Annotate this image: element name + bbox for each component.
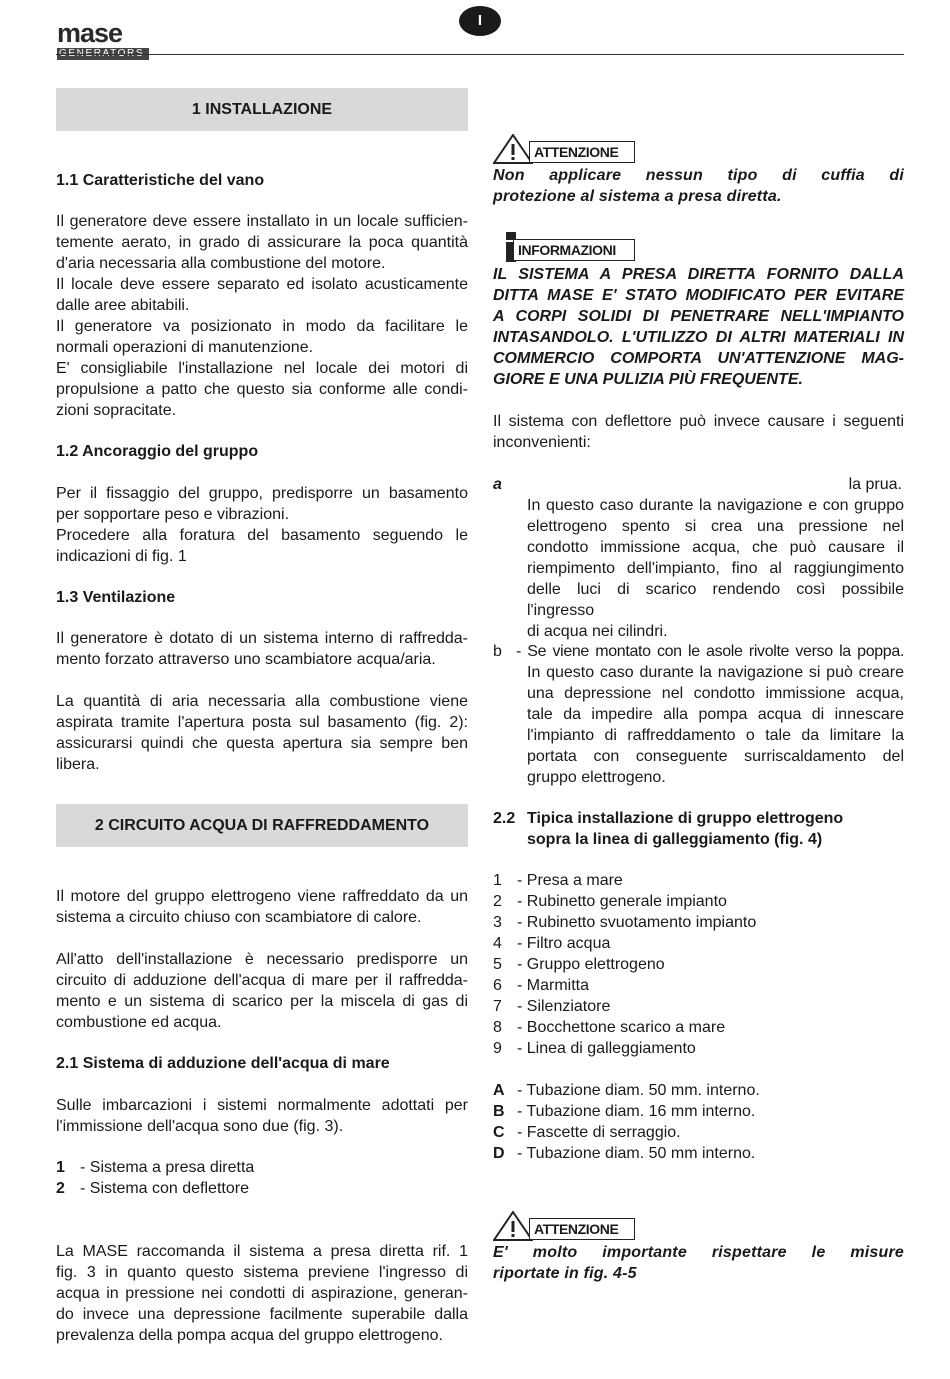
list-num: 5 xyxy=(493,956,502,973)
text-line: circuito di adduzione dell'acqua di mare per il raffredda- xyxy=(56,972,468,989)
text-line: mento e un sistema di scarico per la miscela di gas di xyxy=(56,993,468,1010)
list-item xyxy=(493,870,904,891)
heading-2-2 xyxy=(493,808,904,850)
text-line: Il generatore è dotato di un sistema interno di raffredda- xyxy=(56,630,468,647)
text-line: In questo caso durante la navigazione e con gruppo xyxy=(527,497,904,514)
list-text: - Filtro acqua xyxy=(517,935,611,952)
text-line: l'immissione dell'acqua sono due (fig. 3). xyxy=(56,1118,344,1135)
warning-text-1 xyxy=(493,165,904,207)
list-item xyxy=(493,891,904,912)
text-line: Il motore del gruppo elettrogeno viene raffreddato da un xyxy=(56,888,468,905)
list-item xyxy=(56,1178,468,1199)
heading-1-3: 1.3 Ventilazione xyxy=(56,589,176,606)
list-num: 1 xyxy=(493,872,502,889)
text-line: La MASE raccomanda il sistema a presa diretta rif. 1 xyxy=(56,1243,468,1260)
item-b-first-row xyxy=(493,641,904,662)
text-line: GIORE E UNA PULIZIA PIÙ FREQUENTE. xyxy=(493,371,803,388)
logo-subtitle: GENERATORS xyxy=(57,48,149,60)
text-line: tale da impedire alla pompa acqua di innescare xyxy=(527,706,904,723)
list-text: - Tubazione diam. 16 mm interno. xyxy=(517,1103,756,1120)
warning-triangle-icon xyxy=(493,1211,533,1241)
list-num: 3 xyxy=(493,914,502,931)
text-line: Il locale deve essere separato ed isolato acusticamente xyxy=(56,276,468,293)
list-item xyxy=(56,1157,468,1178)
list-num: D xyxy=(493,1145,505,1162)
list-text: - Rubinetto svuotamento impianto xyxy=(517,914,757,931)
text-line: La quantità di aria necessaria alla combustione viene xyxy=(56,693,468,710)
text-line: libera. xyxy=(56,756,100,773)
text-line: Non applicare nessun tipo di cuffia di xyxy=(493,167,904,184)
text-line: d'aria necessaria alla combustione del motore. xyxy=(56,255,386,272)
info-text xyxy=(493,264,904,390)
text-line: una depressione nel condotto immissione acqua, xyxy=(527,685,904,702)
logo-word: mase xyxy=(57,18,123,48)
text-line: zioni sopracitate. xyxy=(56,402,177,419)
text-line: E' molto importante rispettare le misure xyxy=(493,1244,904,1261)
list-num: 9 xyxy=(493,1040,502,1057)
list-2-2-pipes xyxy=(493,1080,904,1164)
text-line: INTASANDOLO. L'UTILIZZO DI ALTRI MATERIALI IN xyxy=(493,329,904,346)
paragraph-1-3b xyxy=(56,691,468,775)
heading-2-2-text xyxy=(527,808,904,850)
list-text: - Marmitta xyxy=(517,977,589,994)
text-line: l'impianto di raffreddamento o tale da limitare la xyxy=(527,727,904,744)
paragraph-2-1b xyxy=(56,1241,468,1346)
text-line: per sopportare peso e vibrazioni. xyxy=(56,506,290,523)
list-item xyxy=(493,996,904,1017)
heading-2-1: 2.1 Sistema di adduzione dell'acqua di mare xyxy=(56,1055,390,1072)
list-2-1 xyxy=(56,1157,468,1199)
list-num: C xyxy=(493,1124,505,1141)
heading-2-2-num: 2.2 xyxy=(493,810,516,827)
item-a-first-text: la prua. xyxy=(848,476,902,493)
paragraph-1-2 xyxy=(56,483,468,567)
text-line: propulsione a patto che questo sia conforme alle condi- xyxy=(56,381,468,398)
list-num: 1 xyxy=(56,1159,65,1176)
list-item xyxy=(493,1038,904,1059)
paragraph-deflector xyxy=(493,411,904,453)
item-b-letter: b xyxy=(493,643,502,660)
language-badge: I xyxy=(459,6,501,36)
list-item xyxy=(493,1122,904,1143)
list-item xyxy=(493,1101,904,1122)
text-line: Sulle imbarcazioni i sistemi normalmente adottati per xyxy=(56,1097,468,1114)
info-label xyxy=(493,238,635,264)
list-item xyxy=(493,1080,904,1101)
list-num: 7 xyxy=(493,998,502,1015)
warning-label-2 xyxy=(493,1217,635,1243)
text-line: aspirata tramite l'apertura posta sul basamento (fig. 2): xyxy=(56,714,468,731)
list-num: 8 xyxy=(493,1019,502,1036)
list-num: A xyxy=(493,1082,505,1099)
text-line: E' consigliabile l'installazione nel locale dei motori di xyxy=(56,360,468,377)
text-line: sopra la linea di galleggiamento (fig. 4) xyxy=(527,831,823,848)
text-line: Il generatore va posizionato in modo da facilitare le xyxy=(56,318,468,335)
text-line: Procedere alla foratura del basamento seguendo le xyxy=(56,527,468,544)
list-num: 2 xyxy=(493,893,502,910)
text-line: inconvenienti: xyxy=(493,434,591,451)
text-line: combustione ed acqua. xyxy=(56,1014,222,1031)
list-text: - Presa a mare xyxy=(517,872,623,889)
text-line: Il sistema con deflettore può invece causare i seguenti xyxy=(493,413,904,430)
list-text: - Tubazione diam. 50 mm. interno. xyxy=(517,1082,760,1099)
text-line: IL SISTEMA A PRESA DIRETTA FORNITO DALLA xyxy=(493,266,904,283)
paragraph-2-1 xyxy=(56,1095,468,1137)
item-a-body xyxy=(527,495,904,642)
item-b-body xyxy=(527,662,904,788)
item-a xyxy=(493,474,904,642)
list-num: 4 xyxy=(493,935,502,952)
text-line: normali operazioni di manutenzione. xyxy=(56,339,314,356)
paragraph-2a xyxy=(56,886,468,928)
text-line: A CORPI SOLIDI DI PENETRARE NELL'IMPIANTO xyxy=(493,308,904,325)
list-num: B xyxy=(493,1103,505,1120)
list-text: - Silenziatore xyxy=(517,998,611,1015)
list-text: - Tubazione diam. 50 mm interno. xyxy=(517,1145,756,1162)
text-line: protezione al sistema a presa diretta. xyxy=(493,188,782,205)
text-line: Per il fissaggio del gruppo, predisporre un basamento xyxy=(56,485,468,502)
list-item xyxy=(493,954,904,975)
text-line: DITTA MASE E' STATO MODIFICATO PER EVITARE xyxy=(493,287,904,304)
list-2-2 xyxy=(493,870,904,1059)
text-line: temente aerato, in grado di assicurare la poca quantità xyxy=(56,234,468,251)
warning-text-2 xyxy=(493,1242,904,1284)
text-line: In questo caso durante la navigazione si può creare xyxy=(527,664,904,681)
item-b-first-text: - Se viene montato con le asole rivolte verso la poppa. xyxy=(516,643,904,660)
section-2-title: 2 CIRCUITO ACQUA DI RAFFREDDAMENTO xyxy=(56,804,468,847)
warning-label-text: ATTENZIONE xyxy=(529,1218,635,1240)
text-line: Tipica installazione di gruppo elettrogeno xyxy=(527,810,844,827)
text-line: sistema a circuito chiuso con scambiatore di calore. xyxy=(56,909,422,926)
list-text: - Linea di galleggiamento xyxy=(517,1040,696,1057)
text-line: COMMERCIO COMPORTA UN'ATTENZIONE MAG- xyxy=(493,350,904,367)
text-line: delle luci di scarico rendendo così possibile l'ingresso xyxy=(527,581,904,619)
text-line: prevalenza della pompa acqua del gruppo elettrogeno. xyxy=(56,1327,443,1344)
paragraph-1-3a xyxy=(56,628,468,670)
text-line: fig. 3 in quanto questo sistema previene l'ingresso di xyxy=(56,1264,468,1281)
warning-label-1 xyxy=(493,140,635,166)
text-line: riportate in fig. 4-5 xyxy=(493,1265,637,1282)
text-line: acqua in pressione nei condotti di aspirazione, generan- xyxy=(56,1285,468,1302)
heading-1-1: 1.1 Caratteristiche del vano xyxy=(56,172,265,189)
info-label-text: INFORMAZIONI xyxy=(513,239,635,261)
list-item xyxy=(493,1017,904,1038)
list-item xyxy=(493,912,904,933)
list-num: 2 xyxy=(56,1180,65,1197)
text-line: Il generatore deve essere installato in un locale sufficien- xyxy=(56,213,468,230)
text-line: gruppo elettrogeno. xyxy=(527,769,666,786)
paragraph-1-1 xyxy=(56,211,468,421)
list-item xyxy=(493,1143,904,1164)
list-text: - Bocchettone scarico a mare xyxy=(517,1019,726,1036)
text-line: riempimento dell'impianto, fino al raggiungimento xyxy=(527,560,904,577)
header-divider xyxy=(56,54,904,55)
text-line: All'atto dell'installazione è necessario predisporre un xyxy=(56,951,468,968)
text-line: mento forzato attraverso uno scambiatore acqua/aria. xyxy=(56,651,436,668)
text-line: di acqua nei cilindri. xyxy=(527,623,668,640)
list-item xyxy=(493,975,904,996)
list-num: 6 xyxy=(493,977,502,994)
item-b xyxy=(493,641,904,788)
warning-triangle-icon xyxy=(493,134,533,164)
warning-label-text: ATTENZIONE xyxy=(529,141,635,163)
text-line: dalle aree abitabili. xyxy=(56,297,190,314)
list-text: - Rubinetto generale impianto xyxy=(517,893,727,910)
list-text: - Fascette di serraggio. xyxy=(517,1124,681,1141)
text-line: elettrogeno spento si crea una pressione nel xyxy=(527,518,904,535)
text-line: do invece una depressione facilmente superabile dalla xyxy=(56,1306,468,1323)
paragraph-2b xyxy=(56,949,468,1033)
text-line: condotto immissione acqua, che può causare il xyxy=(527,539,904,556)
list-text: - Sistema a presa diretta xyxy=(80,1159,255,1176)
list-item xyxy=(493,933,904,954)
text-line: assicurarsi quindi che questa apertura sia sempre ben xyxy=(56,735,468,752)
heading-1-2: 1.2 Ancoraggio del gruppo xyxy=(56,443,259,460)
list-text: - Gruppo elettrogeno xyxy=(517,956,665,973)
item-a-first-row xyxy=(493,474,904,495)
list-text: - Sistema con deflettore xyxy=(80,1180,249,1197)
text-line: portata con conseguente surriscaldamento del xyxy=(527,748,904,765)
section-1-title: 1 INSTALLAZIONE xyxy=(56,88,468,131)
text-line: indicazioni di fig. 1 xyxy=(56,548,187,565)
item-a-letter: a xyxy=(493,476,502,493)
